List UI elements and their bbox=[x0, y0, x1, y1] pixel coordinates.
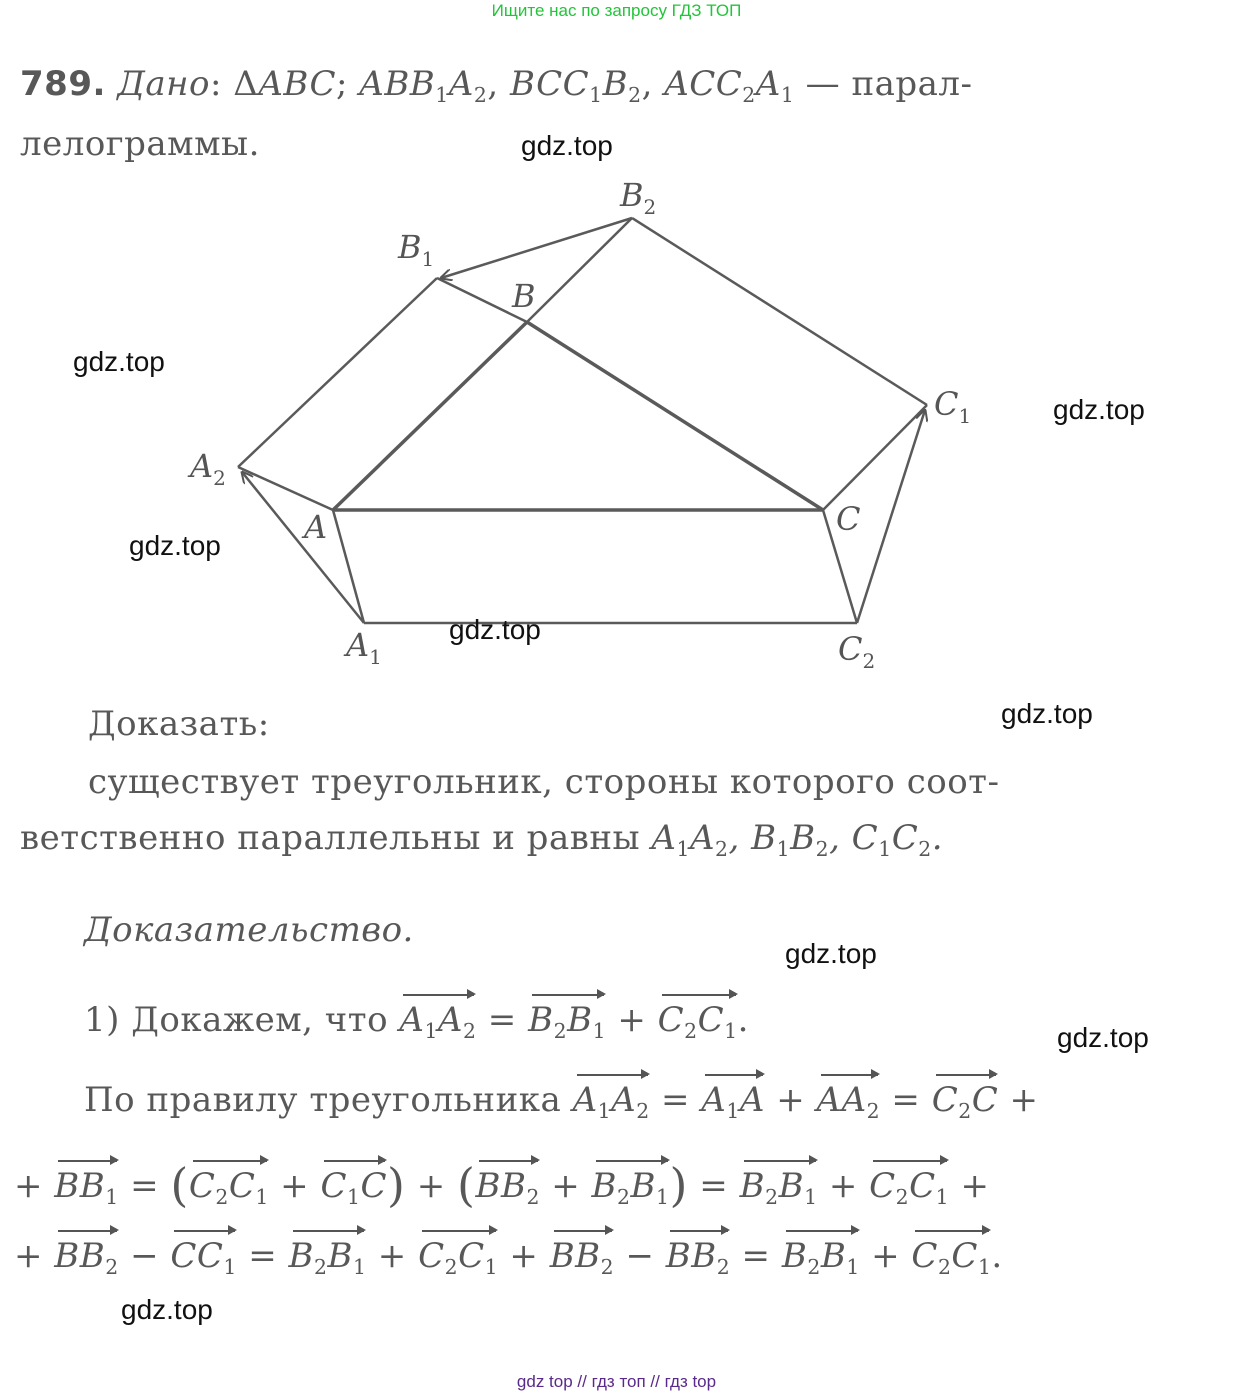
label-C1: $C_1$ bbox=[934, 385, 972, 428]
given-text: : ΔABC; $ABB_1A_2$, $BCC_1B_2$, $ACC_2A_1$ — парал- bbox=[209, 64, 973, 108]
watermark: gdz.top bbox=[121, 1294, 213, 1325]
watermark: gdz.top bbox=[1057, 1022, 1149, 1053]
watermark: gdz.top bbox=[73, 346, 165, 377]
prove-line2-math: $A_1A_2$, $B_1B_2$, $C_1C_2$. bbox=[651, 818, 943, 862]
problem-number: 789. bbox=[20, 64, 106, 104]
prove-line2 bbox=[20, 818, 943, 861]
prove-line2-text: ветственно параллельны и равны bbox=[20, 818, 652, 858]
side-BC bbox=[527, 322, 823, 510]
label-C: C bbox=[836, 500, 861, 538]
proof-equation-line2: + $BB_1 = (C_2C_1 + C_1C) + (BB_2 + B_2B_1) = B_2B_1 + C_2C_1$ + bbox=[14, 1158, 990, 1212]
watermark: gdz.top bbox=[129, 530, 221, 561]
proof-label: Доказательство. bbox=[84, 910, 414, 950]
footer-links: gdz top // гдз топ // гдз top bbox=[516, 1372, 717, 1391]
watermark: gdz.top bbox=[1053, 394, 1145, 425]
given-label: Дано bbox=[117, 64, 210, 104]
watermark: gdz.top bbox=[521, 130, 613, 161]
prove-line1: существует треугольник, стороны которого соот- bbox=[88, 762, 1000, 802]
label-C2: $C_2$ bbox=[838, 630, 876, 673]
label-B1: $B_1$ bbox=[398, 228, 435, 271]
vector-A1A2 bbox=[242, 472, 364, 623]
watermark: gdz.top bbox=[785, 938, 877, 969]
label-B2: $B_2$ bbox=[620, 176, 657, 219]
step1-text: 1) Докажем, что bbox=[84, 1000, 389, 1040]
watermark: gdz.top bbox=[1001, 698, 1093, 729]
proof-equation-line3: + $BB_2 - CC_1 = B_2B_1 + C_2C_1 + BB_2 - BB_2 = B_2B_1 + C_2C_1$. bbox=[14, 1236, 1003, 1280]
label-A2: $A_2$ bbox=[190, 447, 226, 490]
label-A1: $A_1$ bbox=[346, 626, 382, 669]
prove-label: Доказать: bbox=[88, 704, 270, 744]
problem-given-line2: лелограммы. bbox=[20, 124, 260, 164]
proof-rule-line: По правилу треугольника $A_1A_2 = A_1A + AA_2 = C_2C$ + bbox=[84, 1080, 1039, 1124]
rule-text: По правилу треугольника bbox=[84, 1080, 562, 1120]
search-banner: Ищите нас по запросу ГДЗ ТОП bbox=[491, 1, 742, 20]
proof-step1: 1) Докажем, что $A_1A_2 = B_2B_1 + C_2C_1$. bbox=[84, 1000, 749, 1044]
watermark: gdz.top bbox=[449, 614, 541, 645]
label-B: B bbox=[512, 277, 536, 315]
label-A: A bbox=[304, 508, 328, 546]
